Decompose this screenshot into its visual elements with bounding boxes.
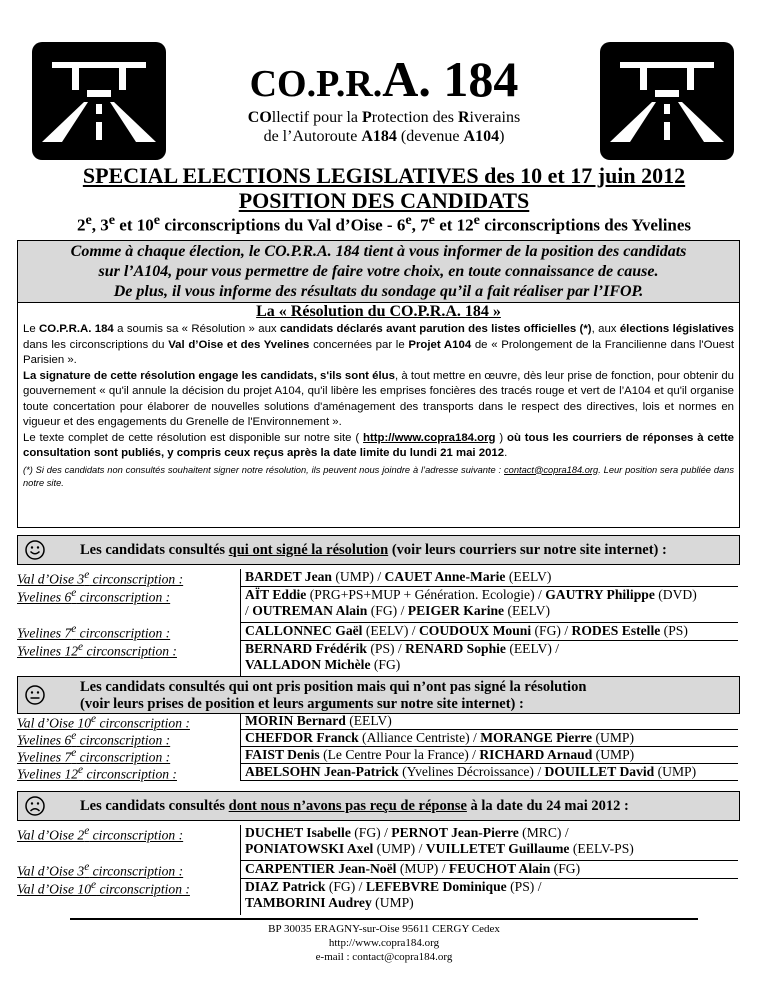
candidates: AÏT Eddie (PRG+PS+MUP + Génération. Ecologie) / GAUTRY Philippe (DVD) / OUTREMAN Alain (FG) / PEIGER Karine (EELV) — [240, 587, 738, 623]
circonscription-label: Yvelines 6e circonscription : — [17, 730, 171, 748]
smiley-happy-icon — [25, 540, 45, 560]
candidates: CHEFDOR Franck (Alliance Centriste) / MORANGE Pierre (UMP) — [240, 730, 738, 747]
candidates: DUCHET Isabelle (FG) / PERNOT Jean-Pierre (MRC) / PONIATOWSKI Axel (UMP) / VUILLETET Guillaume (EELV-PS) — [240, 825, 738, 861]
candidates: FAIST Denis (Le Centre Pour la France) / RICHARD Arnaud (UMP) — [240, 747, 738, 764]
subtitle-line-1: COllectif pour la Protection des Riverains — [247, 109, 521, 126]
candidates: MORIN Bernard (EELV) — [240, 713, 738, 730]
headline-elections: SPECIAL ELECTIONS LEGISLATIVES des 10 et 17 juin 2012 — [82, 163, 686, 188]
table-row — [17, 764, 738, 781]
candidates: BARDET Jean (UMP) / CAUET Anne-Marie (EELV) — [240, 569, 738, 587]
section-signed-header — [17, 535, 740, 565]
section-position-title-line: (voir leurs prises de position et leurs arguments sur notre site internet) : — [80, 696, 524, 712]
footer — [0, 922, 768, 964]
circonscription-label: Val d’Oise 10e circonscription : — [17, 879, 190, 897]
title-prefix: CO.P.R. — [249, 63, 383, 105]
intro-head-line: sur l’A104, pour vous permettre de faire votre choix, en toute connaissance de cause. — [98, 263, 659, 280]
circonscription-label: Val d’Oise 2e circonscription : — [17, 825, 184, 843]
intro-head-line: Comme à chaque élection, le CO.P.R.A. 184 tient à vous informer de la position des candidats — [70, 243, 687, 260]
section-noreply-header — [17, 791, 740, 821]
intro-head-line: De plus, il vous informe des résultats du sondage qu’il a fait réaliser par l’IFOP. — [113, 283, 644, 300]
section-noreply-title: Les candidats consultés dont nous n’avons pas reçu de réponse à la date du 24 mai 2012 : — [80, 798, 629, 814]
candidates: ABELSOHN Jean-Patrick (Yvelines Décroissance) / DOUILLET David (UMP) — [240, 764, 738, 781]
section-position-title-line: Les candidats consultés qui ont pris position mais qui n’ont pas signé la résolution — [80, 679, 587, 695]
headline-circonscriptions: 2e, 3e et 10e circonscriptions du Val d’Oise - 6e, 7e et 12e circonscriptions des Yvelines — [76, 212, 692, 235]
table-row — [17, 587, 738, 623]
footer-website[interactable]: http://www.copra184.org — [328, 937, 440, 949]
section-signed-rows — [17, 569, 738, 677]
circonscription-label: Yvelines 7e circonscription : — [17, 747, 171, 765]
table-row — [17, 713, 738, 730]
footer-divider — [70, 918, 698, 920]
section-signed-title: Les candidats consultés qui ont signé la résolution (voir leurs courriers sur notre site internet) : — [80, 542, 667, 558]
section-position-title — [80, 679, 586, 713]
footer-email[interactable]: e-mail : contact@copra184.org — [315, 951, 453, 963]
table-row — [17, 861, 738, 879]
circonscription-label: Yvelines 7e circonscription : — [17, 623, 171, 641]
candidates: BERNARD Frédérik (PS) / RENARD Sophie (EELV) / VALLADON Michèle (FG) — [240, 641, 738, 677]
candidates: DIAZ Patrick (FG) / LEFEBVRE Dominique (PS) / TAMBORINI Audrey (UMP) — [240, 879, 738, 915]
section-position-rows — [17, 713, 738, 781]
circonscription-label: Yvelines 6e circonscription : — [17, 587, 171, 605]
candidates: CARPENTIER Jean-Noël (MUP) / FEUCHOT Alain (FG) — [240, 861, 738, 879]
intro-paragraph: La signature de cette résolution engage les candidats, s'ils sont élus, à tout mettre en œuvre, dès leur prise de fonction, pour obtenir du gouvernement « qu'il annule la décision du projet A104, qu'il libère les emprises foncières des tracés rouge et vert de l’A104 et qu'il organise toute concertation pour élaborer de nouvelles solutions d'aménagement des transports dans le respect des directives, lois et normes en vigueur et des engagements du Grenelle de l'Environnement ». — [23, 369, 734, 428]
circonscription-label: Val d’Oise 10e circonscription : — [17, 713, 190, 731]
candidates: CALLONNEC Gaël (EELV) / COUDOUX Mouni (FG) / RODES Estelle (PS) — [240, 623, 738, 641]
smiley-neutral-icon — [25, 685, 45, 705]
headline-position: POSITION DES CANDIDATS — [238, 188, 530, 213]
intro-footnote: (*) Si des candidats non consultés souhaitent signer notre résolution, ils peuvent nous joindre à l’adresse suivante : contact@copra184.org. Leur position sera publiée dans notre site. — [23, 464, 734, 488]
intro-body — [23, 322, 734, 490]
table-row — [17, 747, 738, 764]
organization-title — [0, 50, 768, 108]
subtitle-line-2: de l’Autoroute A184 (devenue A104) — [263, 128, 505, 145]
table-row — [17, 879, 738, 915]
circonscription-label: Val d’Oise 3e circonscription : — [17, 569, 184, 587]
table-row — [17, 569, 738, 587]
table-row — [17, 623, 738, 641]
section-noreply-rows — [17, 825, 738, 915]
table-row — [17, 825, 738, 861]
section-position-header — [17, 676, 740, 714]
organization-subtitle — [0, 108, 768, 146]
intro-box — [17, 240, 740, 528]
table-row — [17, 641, 738, 677]
smiley-sad-icon — [25, 796, 45, 816]
footer-address: BP 30035 ERAGNY-sur-Oise 95611 CERGY Cedex — [268, 923, 500, 935]
table-row — [17, 730, 738, 747]
title-suffix: A. 184 — [382, 51, 519, 107]
intro-box-header — [18, 241, 739, 303]
circonscription-label: Yvelines 12e circonscription : — [17, 641, 177, 659]
intro-paragraph: Le CO.P.R.A. 184 a soumis sa « Résolution » aux candidats déclarés avant parution des listes officielles (*), aux élections législatives dans les circonscriptions du Val d’Oise et des Yvelines concernées par le Projet A104 de « Prolongement de la Francilienne dans l'Ouest Parisien ». — [23, 323, 735, 366]
circonscription-label: Val d’Oise 3e circonscription : — [17, 861, 184, 879]
resolution-title: La « Résolution du CO.P.R.A. 184 » — [256, 303, 501, 320]
circonscription-label: Yvelines 12e circonscription : — [17, 764, 177, 782]
intro-paragraph: Le texte complet de cette résolution est disponible sur notre site ( http://www.copra184.org ) où tous les courriers de réponses à cette consultation sont publiés, y compris ceux reçus après la date limite du lundi 21 mai 2012. — [23, 431, 734, 459]
